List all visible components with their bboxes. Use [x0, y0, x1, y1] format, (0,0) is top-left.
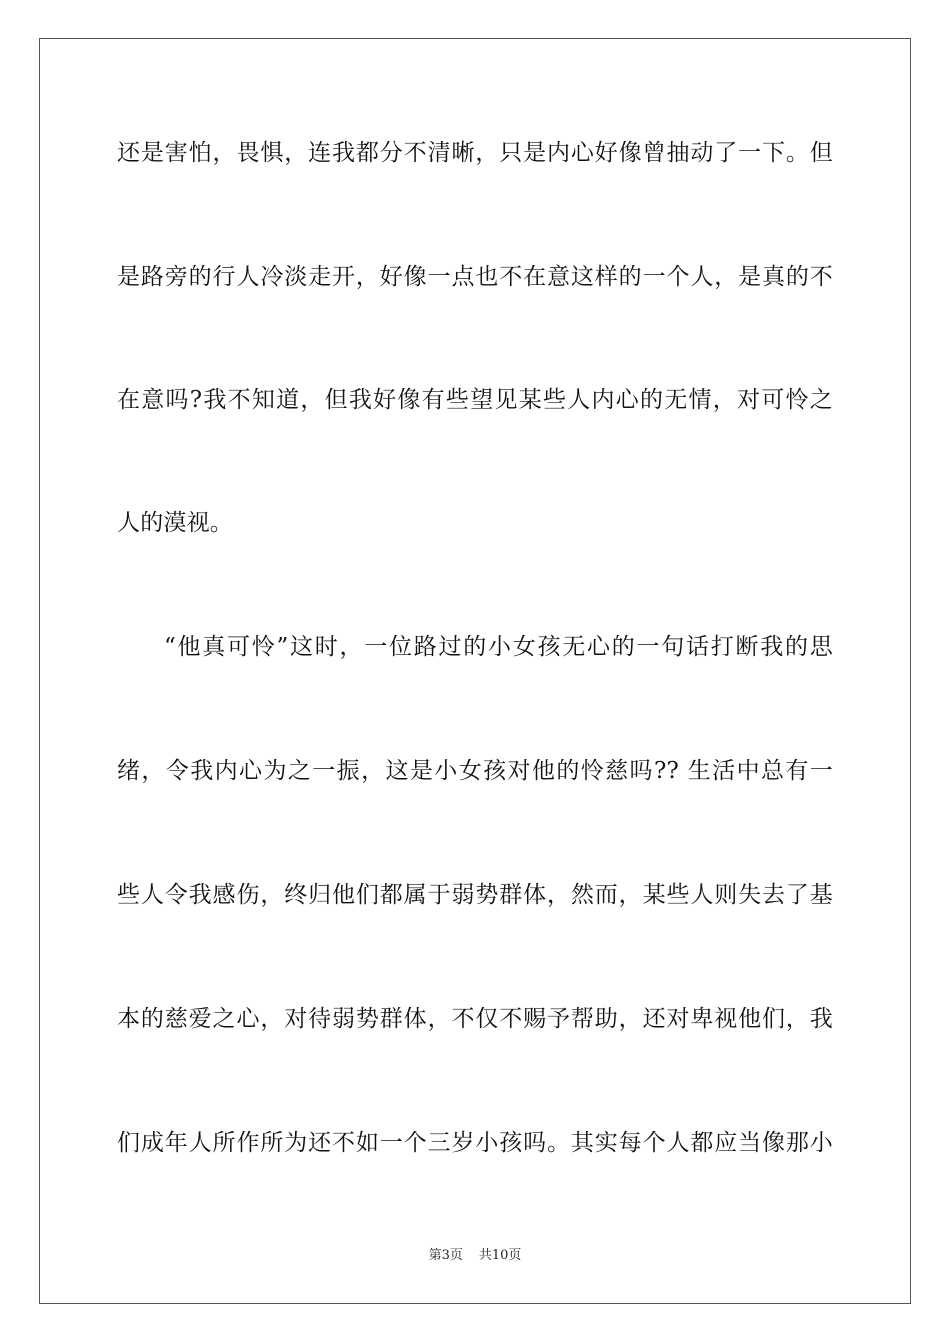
text-line-5: “他真可怜”这时，一位路过的小女孩无心的一句话打断我的思: [164, 634, 833, 660]
text-line-4: 人的漠视。: [117, 510, 233, 536]
page-number: 第3页: [428, 1248, 463, 1263]
page-footer: [0, 1248, 950, 1264]
text-line-3: 在意吗?我不知道，但我好像有些望见某些人内心的无情，对可怜之: [117, 387, 833, 413]
text-line-1: 还是害怕，畏惧，连我都分不清晰，只是内心好像曾抽动了一下。但: [117, 140, 833, 166]
text-line-7: 些人令我感伤，终归他们都属于弱势群体，然而，某些人则失去了基: [117, 882, 833, 908]
page-total: 共10页: [478, 1248, 522, 1263]
text-line-6: 绪，令我内心为之一振，这是小女孩对他的怜慈吗?? 生活中总有一: [117, 758, 833, 784]
page-frame: [39, 38, 911, 1304]
text-line-2: 是路旁的行人冷淡走开，好像一点也不在意这样的一个人，是真的不: [117, 264, 833, 290]
text-line-8: 本的慈爱之心，对待弱势群体，不仅不赐予帮助，还对卑视他们，我: [117, 1006, 833, 1032]
text-line-9: 们成年人所作所为还不如一个三岁小孩吗。其实每个人都应当像那小: [117, 1130, 833, 1156]
